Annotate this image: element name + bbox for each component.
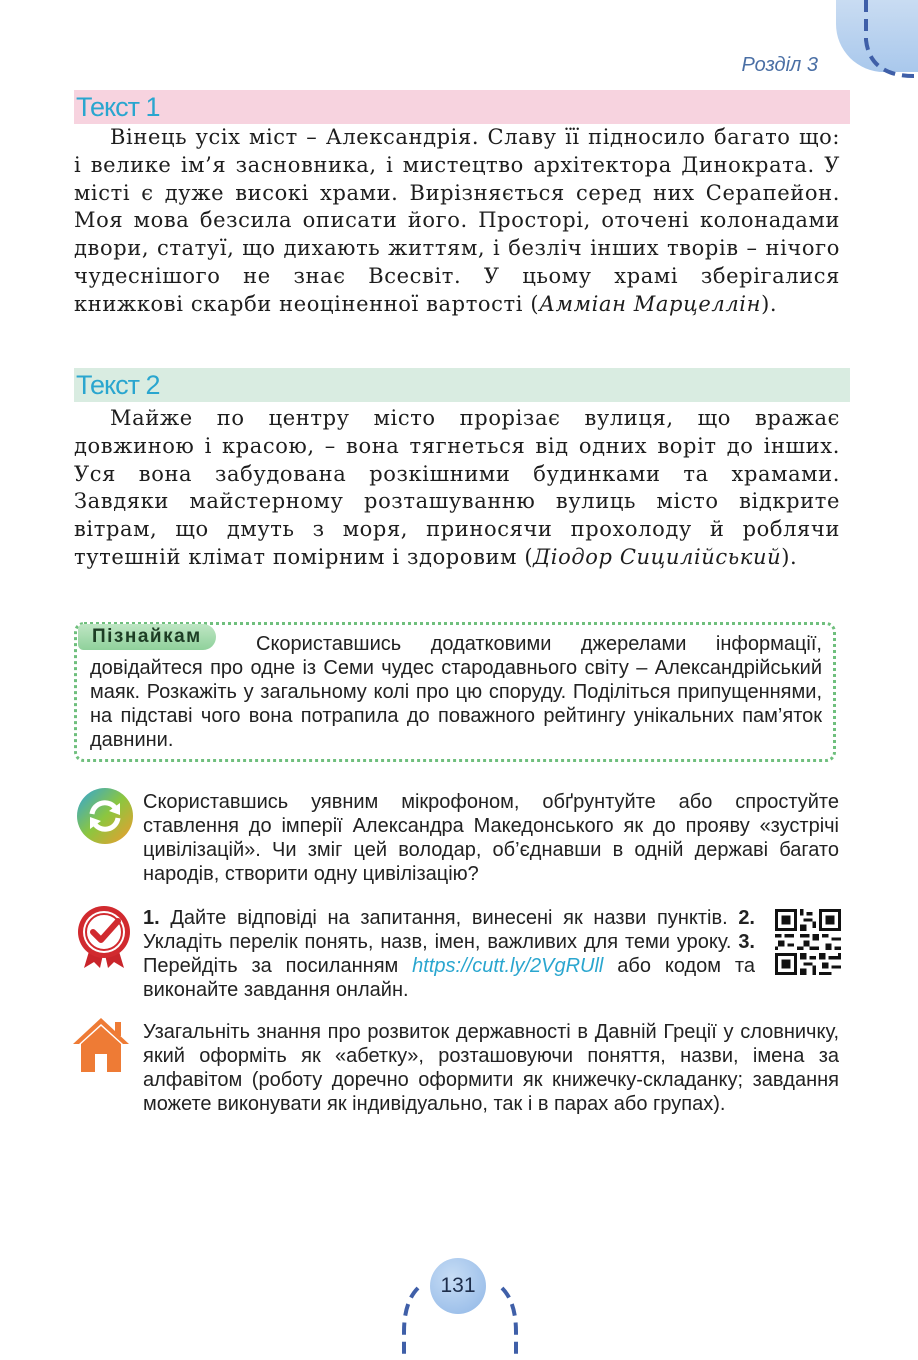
task-number-1: 1. xyxy=(143,907,160,929)
cycle-arrows-icon xyxy=(76,787,134,845)
check-badge-icon xyxy=(74,904,134,970)
text1-body: Вінець усіх міст – Александрія. Славу її підносило багато що: і велике ім’я засновника, і мистецтво архітектора Динократа. У місті є дуже високі храми. Вирізняється серед них Серапейон. Моя мова безсила описати його. Просторі, оточені колонадами двори, статуї, що дихають життям, і безліч інших творів – нічого чудеснішого не знає Всесвіт. У цьому храмі зберігалися книжкові скарби неоціненної вартості ( xyxy=(74,125,840,316)
chapter-label: Розділ 3 xyxy=(741,54,818,76)
text2-body: Майже по центру місто прорізає вулиця, що вражає довжиною і красою, – вона тягнеться від одних воріт до інших. Уся вона забудована розкішними будинками та храмами. Завдяки майстерному розташуванню вулиць місто відкрите вітрам, що дмуть з моря, приносячи прохолоду й роблячи тутешній клімат помірним і здоровим ( xyxy=(74,406,840,569)
text1-author: Амміан Марцеллін xyxy=(539,291,762,316)
home-task-text: Узагальніть знання про розвиток державності в Давній Греції у словничку, який оформіть як «абетку», розташовуючи поняття, назви, імена за алфавітом (роботу доречно оформити як книжечку-складанку; завдання можете виконувати як індивідуально, так і в парах або групах). xyxy=(143,1021,839,1115)
page-number: 131 xyxy=(440,1274,476,1297)
text2-author: Діодор Сицилійський xyxy=(533,544,782,569)
piznaikam-badge: Пізнайкам xyxy=(78,624,216,650)
piznaikam-text: Скориставшись додатковими джерелами інформації, довідайтеся про одне із Семи чудес стародавнього світу – Александрійський маяк. Розкажіть у загальному колі про цю споруду. Поділіться припущеннями, на підставі чого вона потрапила до поважного рейтингу унікальних пам’яток давнини. xyxy=(90,633,822,751)
qr-code-icon[interactable] xyxy=(775,909,841,975)
task-text-4: або кодом та виконайте завдання онлайн. xyxy=(143,955,755,1001)
piznaikam-text-block xyxy=(90,632,822,752)
text2-body-block xyxy=(74,405,840,572)
task-text-3: Перейдіть за посиланням xyxy=(143,955,413,977)
task-number-2: 2. xyxy=(738,907,755,929)
task-text-1: Дайте відповіді на запитання, винесені як назви пунктів. xyxy=(159,907,739,929)
text1-end: ). xyxy=(761,291,778,316)
microphone-task-text: Скориставшись уявним мікрофоном, обґрунтуйте або спростуйте ставлення до імперії Александра Македонського як до прояву «зустрічі цивілізацій». Чи зміг цей володар, об’єднавши в одній державі багато народів, створити одну цивілізацію? xyxy=(143,791,839,885)
task-text-2: Укладіть перелік понять, назв, імен, важливих для теми уроку. xyxy=(143,931,739,953)
text2-title: Текст 2 xyxy=(74,368,850,402)
task-link[interactable]: https://cutt.ly/2VgRUll xyxy=(412,955,604,977)
home-icon xyxy=(71,1016,131,1074)
text2-end: ). xyxy=(781,544,798,569)
corner-dash-decoration xyxy=(830,0,918,80)
text1-body-block xyxy=(74,124,840,319)
task-number-3: 3. xyxy=(738,931,755,953)
check-tasks-text xyxy=(143,906,755,1002)
text1-title: Текст 1 xyxy=(74,90,850,124)
